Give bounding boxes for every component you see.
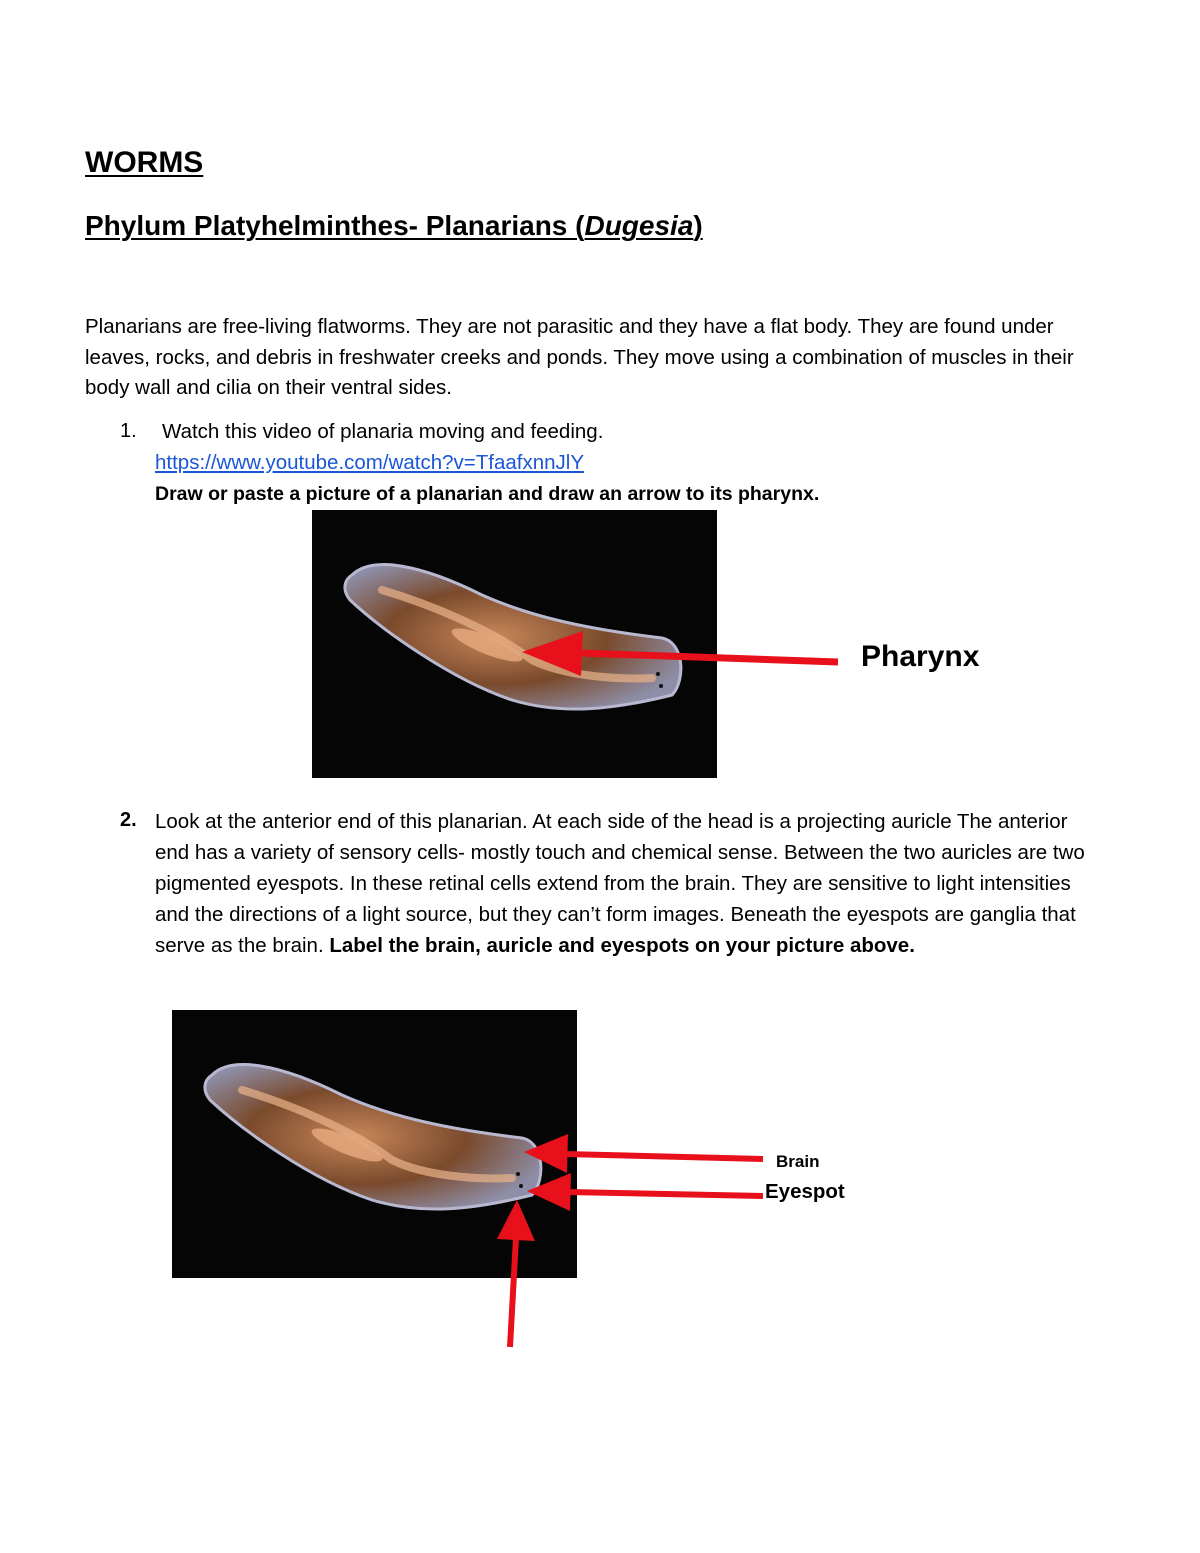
planarian-body [205, 1065, 541, 1209]
planarian-body [345, 565, 681, 709]
eyespot [516, 1172, 520, 1176]
item-2-number: 2. [120, 809, 137, 831]
subtitle-suffix: ) [693, 210, 703, 241]
subtitle-prefix: Phylum Platyhelminthes- Planarians ( [85, 210, 585, 241]
subtitle-genus: Dugesia [584, 210, 694, 241]
page-title: WORMS [85, 146, 204, 179]
planarian-photo-2 [172, 1010, 577, 1278]
brain-label: Brain [776, 1152, 820, 1171]
item-2-bold-instruction: Label the brain, auricle and eyespots on your picture above. [329, 934, 915, 957]
planarian-image-2 [172, 1010, 577, 1278]
eyespot [659, 684, 663, 688]
page-subtitle [85, 210, 703, 242]
video-link[interactable]: https://www.youtube.com/watch?v=TfaafxnnJlY [155, 451, 584, 474]
intro-paragraph: Planarians are free-living flatworms. They are not parasitic and they have a flat body. They are found under leaves, rocks, and debris in freshwater creeks and ponds. They move using a combination of muscles in their body wall and cilia on their ventral sides. [85, 315, 1074, 399]
pharynx-label: Pharynx [861, 640, 980, 673]
item-1-instruction: Draw or paste a picture of a planarian and draw an arrow to its pharynx. [155, 483, 820, 505]
eyespot-label: Eyespot [765, 1180, 845, 1203]
planarian-image-1 [312, 510, 717, 778]
item-1-number: 1. [120, 420, 137, 442]
item-2-text [155, 806, 1085, 961]
planarian-photo-1 [312, 510, 717, 778]
eyespot [519, 1184, 523, 1188]
item-2-body: Look at the anterior end of this planarian. At each side of the head is a projecting auricle The anterior end has a variety of sensory cells- mostly touch and chemical sense. Between the two auricles are two pigmented eyespots. In these retinal cells extend from the brain. They are sensitive to light intensities and the directions of a light source, but they can’t form images. Beneath the eyespots are ganglia that serve as the brain. [155, 810, 1085, 957]
item-1-text: Watch this video of planaria moving and feeding. [162, 420, 604, 443]
eyespot [656, 672, 660, 676]
